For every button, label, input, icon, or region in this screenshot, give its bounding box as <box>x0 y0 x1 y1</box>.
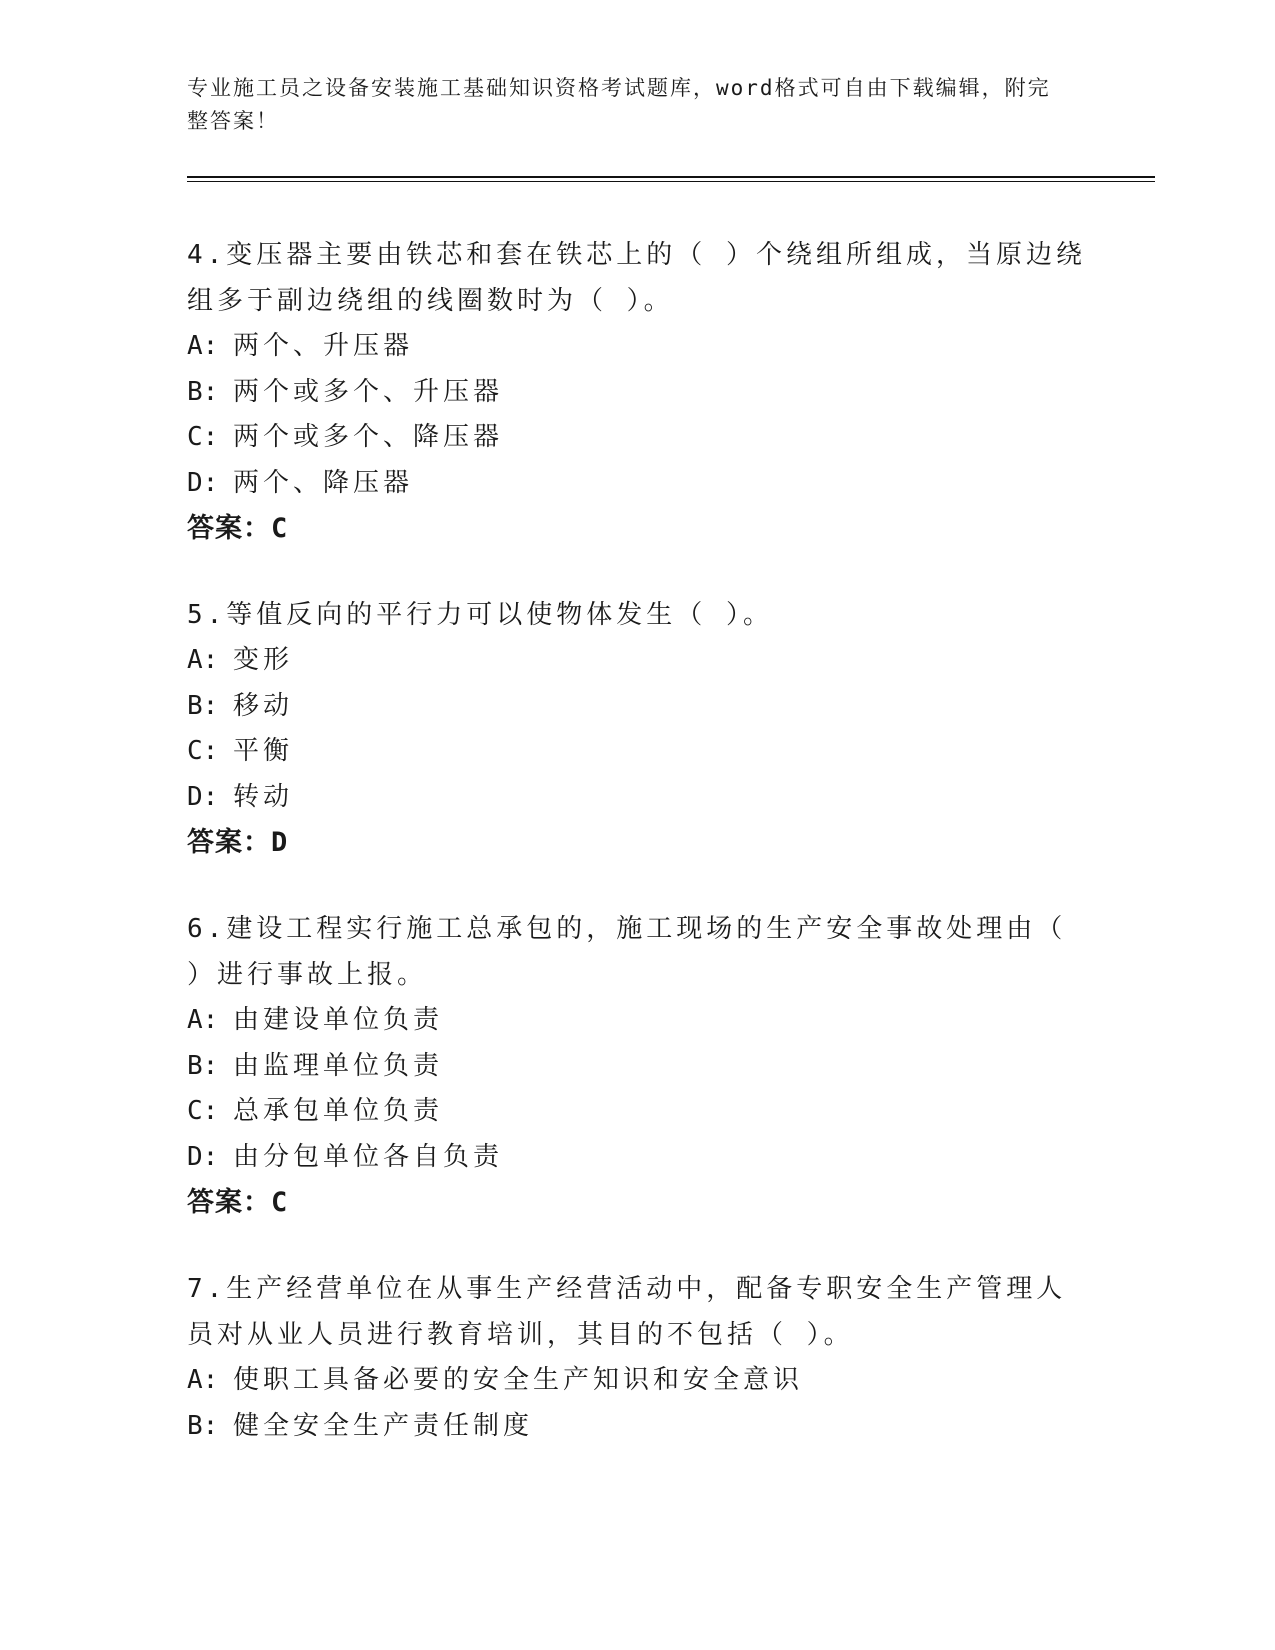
option-a <box>187 1358 1087 1404</box>
option-b <box>187 1044 1087 1090</box>
option-a <box>187 998 1087 1044</box>
option-a <box>187 638 1087 684</box>
option-text: 变形 <box>233 645 294 675</box>
option-d <box>187 775 1087 821</box>
option-text: 两个或多个、降压器 <box>233 422 504 452</box>
option-key: A: <box>187 645 219 675</box>
question-text: 7.生产经营单位在从事生产经营活动中，配备专职安全生产管理人员对从业人员进行教育培训，其目的不包括（ ）。 <box>187 1274 1067 1350</box>
question-text: 6.建设工程实行施工总承包的，施工现场的生产安全事故处理由（ ）进行事故上报。 <box>187 914 1067 990</box>
option-text: 由分包单位各自负责 <box>233 1141 504 1172</box>
option-b <box>187 1404 1087 1450</box>
option-text: 健全安全生产责任制度 <box>233 1410 534 1441</box>
option-key: C: <box>187 736 219 766</box>
answer: 答案：C <box>187 1187 289 1218</box>
question-text: 5.等值反向的平行力可以使物体发生（ ）。 <box>187 600 773 630</box>
option-c <box>187 729 1087 775</box>
option-text: 两个或多个、升压器 <box>233 376 504 407</box>
option-c <box>187 1089 1087 1135</box>
option-key: D: <box>187 467 219 498</box>
option-d <box>187 461 1087 507</box>
answer: 答案：D <box>187 827 289 858</box>
option-b <box>187 684 1087 730</box>
option-c <box>187 415 1087 461</box>
option-key: D: <box>187 781 219 812</box>
option-key: C: <box>187 422 219 452</box>
option-text: 两个、升压器 <box>233 331 414 361</box>
question-7 <box>187 1266 1087 1449</box>
option-text: 由建设单位负责 <box>233 1005 444 1035</box>
option-key: D: <box>187 1141 219 1172</box>
option-text: 总承包单位负责 <box>233 1096 444 1126</box>
option-key: A: <box>187 1005 219 1035</box>
option-key: A: <box>187 331 219 361</box>
option-b <box>187 370 1087 416</box>
option-key: B: <box>187 690 219 721</box>
header-text: 专业施工员之设备安装施工基础知识资格考试题库，word格式可自由下载编辑，附完整答案！ <box>187 76 1051 133</box>
option-text: 使职工具备必要的安全生产知识和安全意识 <box>233 1365 804 1395</box>
option-text: 两个、降压器 <box>233 467 414 498</box>
header-rule-thick <box>187 176 1155 178</box>
document-header <box>187 72 1067 138</box>
question-5 <box>187 592 1087 866</box>
option-text: 移动 <box>233 690 294 721</box>
option-text: 由监理单位负责 <box>233 1050 444 1081</box>
header-rule-thin <box>187 181 1155 182</box>
option-key: B: <box>187 1410 219 1441</box>
answer: 答案：C <box>187 513 289 544</box>
option-text: 转动 <box>233 781 294 812</box>
option-key: B: <box>187 1050 219 1081</box>
option-key: C: <box>187 1096 219 1126</box>
option-a <box>187 324 1087 370</box>
question-4 <box>187 232 1087 552</box>
question-text: 4.变压器主要由铁芯和套在铁芯上的（ ）个绕组所组成，当原边绕组多于副边绕组的线圈数时为（ ）。 <box>187 240 1086 316</box>
option-key: A: <box>187 1365 219 1395</box>
option-key: B: <box>187 376 219 407</box>
option-d <box>187 1135 1087 1181</box>
option-text: 平衡 <box>233 736 294 766</box>
question-6 <box>187 906 1087 1226</box>
question-list <box>187 232 1087 1489</box>
